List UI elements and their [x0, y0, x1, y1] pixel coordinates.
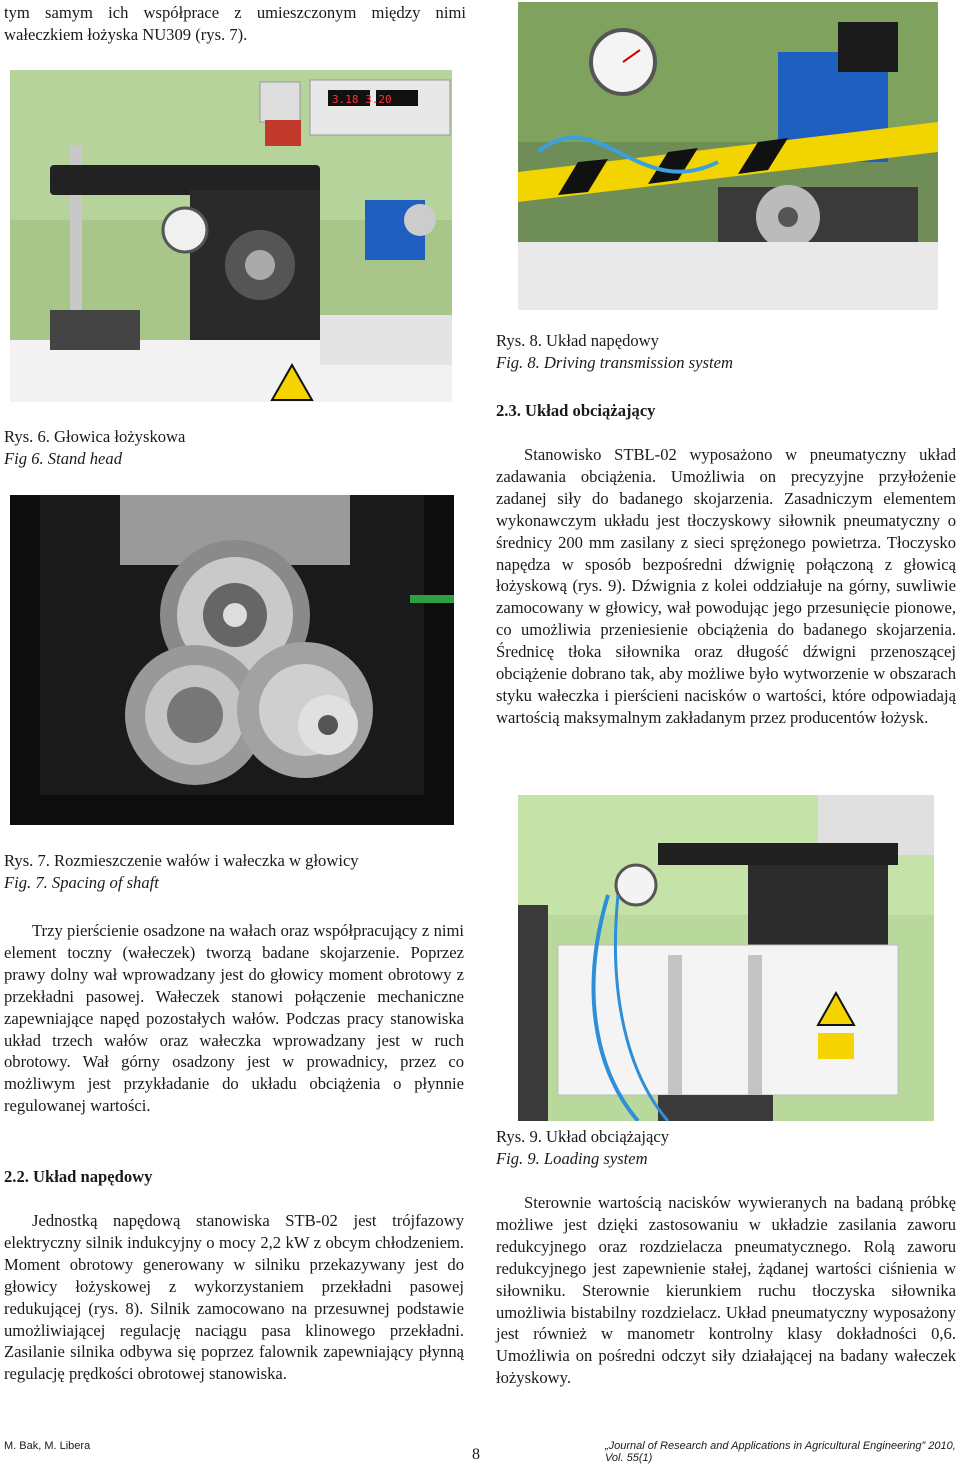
- footer-authors: M. Bak, M. Libera: [4, 1440, 91, 1452]
- paragraph-load: Stanowisko STBL-02 wyposażono w pneumatyczny układ zadawania obciążenia. Umożliwia on precyzyjne przyłożenie zadanej siły do badanego skojarzenia. Zasadniczym elementem wykonawczym układu jest tłoczyskowy siłownik pneumatyczny o średnicy 200 mm zasilany z sieci sprężonego powietrza. Tłoczysko napędza w sposób bezpośredni dźwignię połączoną z głowicą łożyskową (rys. 9). Dźwignia z kolei oddziałuje na górny, suwliwie zamocowany w głowicy, wał powodując jego przesunięcie pionowe, co umożliwia przeniesienie obciążenia do badanego skojarzenia. Średnicę tłoka siłownika oraz długość dźwigni przenoszącej obciążenie dobrano tak, aby możliwe było wytworzenie w obszarach styku wałeczka i pierścieni nacisków o wartości, które odpowiadają wartością maksymalnym zakładanym przez producentów łożysk.: [496, 445, 956, 727]
- top-paragraph: tym samym ich współprace z umieszczonym między nimi wałeczkiem łożyska NU309 (rys. 7).: [4, 3, 466, 44]
- paragraph-rings: Trzy pierścienie osadzone na wałach oraz współpracujący z nimi element toczny (wałeczek) tworzą badane skojarzenie. Poprzez prawy dolny wał wprowadzany jest do głowicy moment obrotowy z przekładni pasowej. Wałeczek stanowi połączenie mechaniczne zapewniające napęd pozostałych wałów. Podczas pracy stanowiska układ trzech wałów oraz wałeczka wprowadzany jest w ruch obrotowy. Wał górny osadzony jest w prowadnicy, przez co możliwym jest przykładanie do układu obciążenia o płynnie regulowanej wartości.: [4, 921, 464, 1116]
- fig8-caption-en: Fig. 8. Driving transmission system: [496, 353, 733, 372]
- fig6-display-digits: 3.18 3.20: [332, 93, 392, 106]
- fig6-caption-pl: Rys. 6. Głowica łożyskowa: [4, 427, 186, 446]
- page-number: 8: [472, 1446, 480, 1463]
- footer-journal: „Journal of Research and Applications in Agricultural Engineering” 2010, Vol. 55(1): [605, 1440, 956, 1464]
- fig7-caption-en: Fig. 7. Spacing of shaft: [4, 873, 159, 892]
- fig6-photo: [10, 70, 452, 402]
- section-22-title: 2.2. Układ napędowy: [4, 1167, 153, 1186]
- fig9-caption-pl: Rys. 9. Układ obciążający: [496, 1127, 670, 1146]
- section-23-title: 2.3. Układ obciążający: [496, 401, 656, 420]
- fig8-caption-pl: Rys. 8. Układ napędowy: [496, 331, 659, 350]
- paragraph-drive: Jednostką napędową stanowiska STB-02 jest trójfazowy elektryczny silnik indukcyjny o mocy 2,2 kW z obcym chłodzeniem. Moment obrotowy generowany w silniku przekazywany jest do głowicy łożyskowej z wykorzystaniem przekładni pasowej redukującej (rys. 8). Silnik zamocowano na przesuwnej podstawie umożliwiającej regulację naciągu pasa klinowego przekładni. Zasilanie silnika odbywa się poprzez falownik zapewniający płynną regulację prędkości obrotowej stanowiska.: [4, 1211, 464, 1384]
- fig7-photo: [10, 495, 454, 825]
- fig6-caption-en: Fig 6. Stand head: [4, 449, 122, 468]
- fig9-photo: [518, 795, 934, 1121]
- fig9-caption-en: Fig. 9. Loading system: [496, 1149, 648, 1168]
- fig8-photo: [518, 2, 938, 310]
- paragraph-control: Sterownie wartością nacisków wywieranych na badaną próbkę możliwe jest dzięki zastosowaniu w układzie zasilania zaworu redukcyjnego oraz rozdzielacza pneumatycznego. Rolą zaworu redukcyjnego jest zapewnienie stałej, żądanej wartości ciśnienia w siłowniku. Sterownie kierunkiem ruchu tłoczyska siłownika umożliwia bistabilny rozdzielacz. Układ pneumatyczny wyposażony jest również w manometr kontrolny klasy dokładności 0,6. Umożliwia on pośredni odczyt siły działającej na badany wałeczek łożyskowy.: [496, 1193, 956, 1388]
- fig7-caption-pl: Rys. 7. Rozmieszczenie wałów i wałeczka w głowicy: [4, 851, 359, 870]
